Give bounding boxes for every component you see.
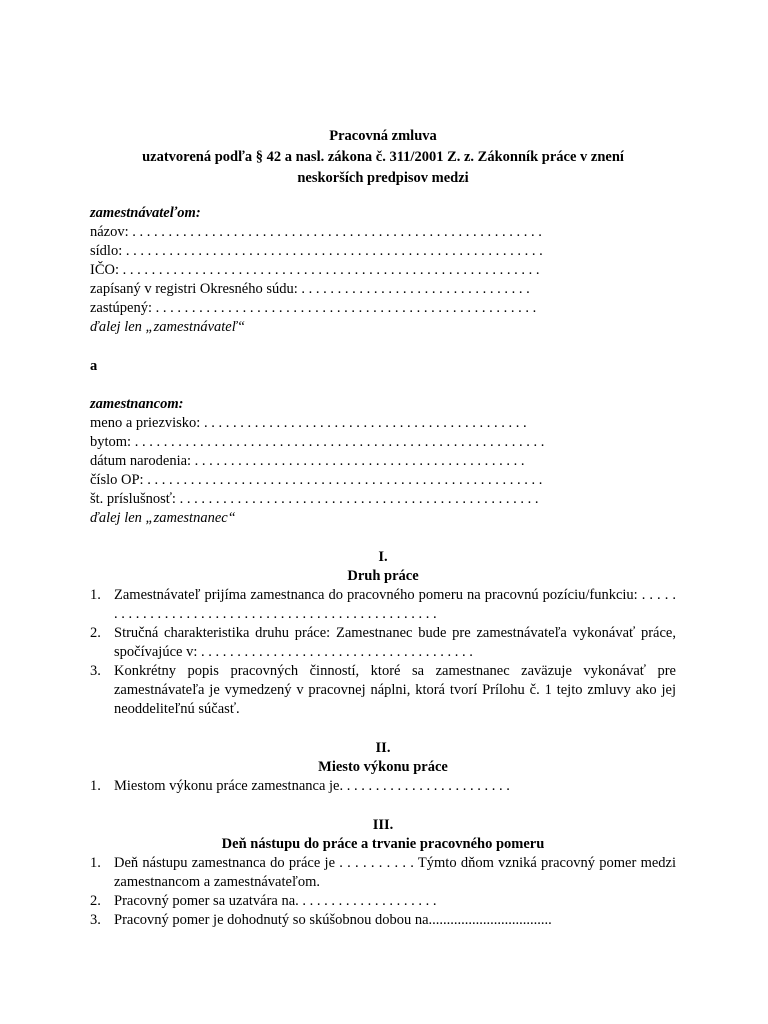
section-1-items	[90, 586, 676, 719]
list-item-number: 3.	[90, 663, 101, 679]
employer-field-ico: IČO: . . . . . . . . . . . . . . . . . . . . . . . . . . . . . . . . . . . . . . . . . . . . . . . . . . . . . . . . . .	[90, 262, 540, 278]
employee-field-birthdate: dátum narodenia: . . . . . . . . . . . . . . . . . . . . . . . . . . . . . . . . . . . . . . . . . . . . . .	[90, 453, 525, 469]
document-subtitle-line-2: neskorších predpisov medzi	[297, 170, 469, 186]
list-item-number: 2.	[90, 625, 101, 641]
employer-block	[90, 204, 543, 337]
section-1-numeral: I.	[378, 549, 388, 565]
employer-field-name: názov: . . . . . . . . . . . . . . . . . . . . . . . . . . . . . . . . . . . . . . . . . . . . . . . . . . . . . . . . .	[90, 224, 542, 240]
list-item-text: Miestom výkonu práce zamestnanca je. . . . . . . . . . . . . . . . . . . . . . . .	[114, 778, 510, 794]
document-title: Pracovná zmluva	[329, 128, 437, 144]
list-item-number: 1.	[90, 778, 101, 794]
list-item	[90, 586, 676, 624]
employer-alias: ďalej len „zamestnávateľ“	[90, 319, 246, 335]
document-subtitle-line-1: uzatvorená podľa § 42 a nasl. zákona č. 311/2001 Z. z. Zákonník práce v znení	[142, 149, 624, 165]
list-item-number: 1.	[90, 587, 101, 603]
section-3	[90, 816, 676, 930]
list-item-text: Deň nástupu zamestnanca do práce je . . . . . . . . . . Týmto dňom vzniká pracovný pomer medzi zamestnancom a zamestnávateľom.	[114, 855, 676, 890]
list-item-text: Konkrétny popis pracovných činností, ktoré sa zamestnanec zaväzuje vykonávať pre zamestnávateľa je vymedzený v pracovnej náplni, ktorá tvorí Prílohu č. 1 tejto zmluvy ako jej neoddeliteľnú súčasť.	[114, 663, 676, 717]
employer-field-seat: sídlo: . . . . . . . . . . . . . . . . . . . . . . . . . . . . . . . . . . . . . . . . . . . . . . . . . . . . . . . . . .	[90, 243, 543, 259]
list-item	[90, 854, 676, 892]
section-3-items	[90, 854, 676, 930]
section-2-items	[90, 777, 676, 796]
employer-heading: zamestnávateľom:	[90, 205, 201, 221]
list-item-text: Pracovný pomer je dohodnutý so skúšobnou dobou na..................................	[114, 912, 552, 928]
employer-field-registry: zapísaný v registri Okresného súdu: . . . . . . . . . . . . . . . . . . . . . . . . . . . . . . . .	[90, 281, 530, 297]
employee-field-name: meno a priezvisko: . . . . . . . . . . . . . . . . . . . . . . . . . . . . . . . . . . . . . . . . . . . . .	[90, 415, 527, 431]
section-1	[90, 548, 676, 719]
list-item-number: 3.	[90, 912, 101, 928]
list-item	[90, 624, 676, 662]
list-item	[90, 662, 676, 719]
section-2	[90, 739, 676, 796]
list-item-number: 2.	[90, 893, 101, 909]
list-item-text: Zamestnávateľ prijíma zamestnanca do pracovného pomeru na pracovnú pozíciu/funkciu: . . . . . . . . . . . . . . . . . . . . . . . . . . . . . . . . . . . . . . . . . . . . . . . . . .	[114, 587, 676, 622]
employee-alias: ďalej len „zamestnanec“	[90, 510, 236, 526]
conjunction: a	[90, 358, 98, 374]
employer-field-representative: zastúpený: . . . . . . . . . . . . . . . . . . . . . . . . . . . . . . . . . . . . . . . . . . . . . . . . . . . . .	[90, 300, 537, 316]
list-item	[90, 892, 676, 911]
section-2-numeral: II.	[375, 740, 391, 756]
list-item-number: 1.	[90, 855, 101, 871]
list-item-text: Stručná charakteristika druhu práce: Zamestnanec bude pre zamestnávateľa vykonávať práce, spočívajúce v: . . . . . . . . . . . . . . . . . . . . . . . . . . . . . . . . . . . . . .	[114, 625, 676, 660]
section-3-numeral: III.	[372, 817, 394, 833]
list-item	[90, 777, 676, 796]
employee-block	[90, 395, 544, 528]
employee-heading: zamestnancom:	[90, 396, 184, 412]
section-2-title: Miesto výkonu práce	[318, 759, 448, 775]
list-item	[90, 911, 676, 930]
employee-field-id-card: číslo OP: . . . . . . . . . . . . . . . . . . . . . . . . . . . . . . . . . . . . . . . . . . . . . . . . . . . . . . .	[90, 472, 543, 488]
employee-field-citizenship: št. príslušnosť: . . . . . . . . . . . . . . . . . . . . . . . . . . . . . . . . . . . . . . . . . . . . . . . . . .	[90, 491, 539, 507]
section-3-title: Deň nástupu do práce a trvanie pracovného pomeru	[221, 836, 545, 852]
document-header	[90, 126, 676, 189]
list-item-text: Pracovný pomer sa uzatvára na. . . . . . . . . . . . . . . . . . . .	[114, 893, 437, 909]
section-1-title: Druh práce	[347, 568, 419, 584]
employee-field-address: bytom: . . . . . . . . . . . . . . . . . . . . . . . . . . . . . . . . . . . . . . . . . . . . . . . . . . . . . . . . .	[90, 434, 545, 450]
